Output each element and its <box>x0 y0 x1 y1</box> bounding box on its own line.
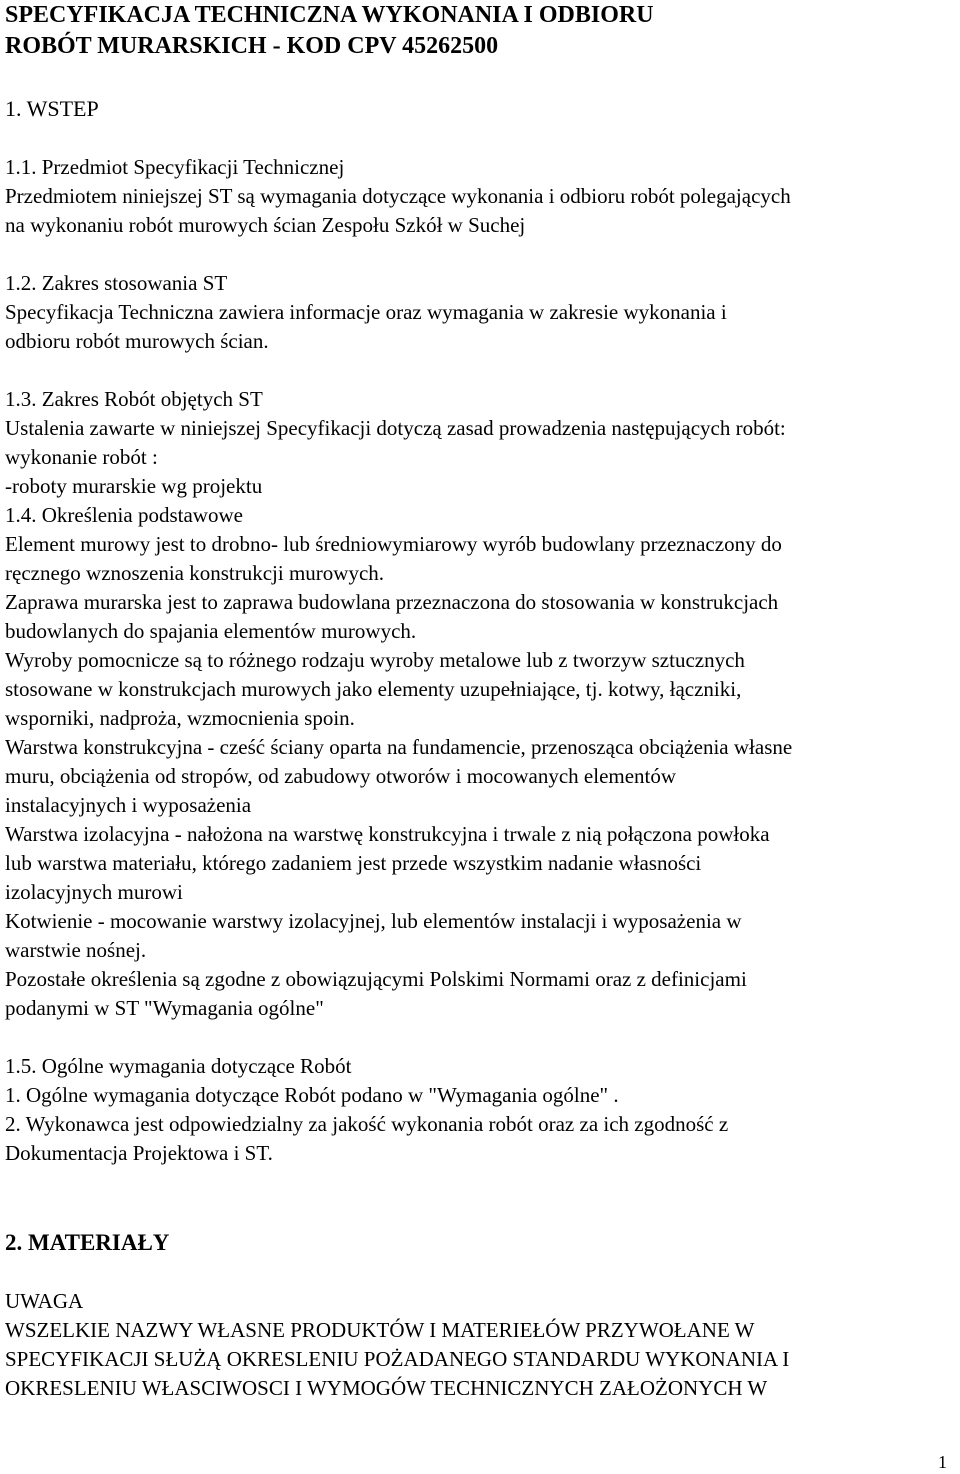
spacer <box>5 240 955 269</box>
paragraph-line: muru, obciążenia od stropów, od zabudowy otworów i mocowanych elementów <box>5 764 677 788</box>
paragraph-line: lub warstwa materiału, którego zadaniem jest przede wszystkim nadanie własności <box>5 851 702 875</box>
page-number: 1 <box>938 1452 947 1472</box>
section-heading-text: 2. MATERIAŁY <box>5 1230 170 1255</box>
document-page <box>5 0 955 1403</box>
spacer <box>5 123 955 153</box>
paragraph-line: izolacyjnych murowi <box>5 880 183 904</box>
notice-block <box>5 1287 955 1403</box>
section-1-4 <box>5 501 955 1023</box>
paragraph-line: ręcznego wznoszenia konstrukcji murowych. <box>5 561 385 585</box>
subsection-heading: 1.2. Zakres stosowania ST <box>5 271 228 295</box>
paragraph-line: wykonanie robót : <box>5 445 158 469</box>
notice-line: OKRESLENIU WŁASCIWOSCI I WYMOGÓW TECHNICZNYCH ZAŁOŻONYCH W <box>5 1376 768 1400</box>
document-title <box>5 0 955 62</box>
spacer <box>5 1023 955 1052</box>
title-line: ROBÓT MURARSKICH - KOD CPV 45262500 <box>5 33 499 59</box>
paragraph-line: Pozostałe określenia są zgodne z obowiązującymi Polskimi Normami oraz z definicjami <box>5 967 747 991</box>
subsection-heading: 1.4. Określenia podstawowe <box>5 503 243 527</box>
paragraph-line: Element murowy jest to drobno- lub średniowymiarowy wyrób budowlany przeznaczony do <box>5 532 782 556</box>
paragraph-line: instalacyjnych i wyposażenia <box>5 793 252 817</box>
spacer <box>5 1168 955 1228</box>
subsection-heading: 1.5. Ogólne wymagania dotyczące Robót <box>5 1054 352 1078</box>
spacer <box>5 1257 955 1287</box>
paragraph-line: Dokumentacja Projektowa i ST. <box>5 1141 273 1165</box>
section-1-2 <box>5 269 955 356</box>
paragraph-line: Przedmiotem niniejszej ST są wymagania dotyczące wykonania i odbioru robót polegających <box>5 184 791 208</box>
paragraph-line: 1. Ogólne wymagania dotyczące Robót podano w "Wymagania ogólne" . <box>5 1083 619 1107</box>
section-heading-text: 1. WSTEP <box>5 96 99 121</box>
paragraph-line: warstwie nośnej. <box>5 938 147 962</box>
paragraph-line: Warstwa konstrukcyjna - cześć ściany oparta na fundamencie, przenosząca obciążenia własne <box>5 735 793 759</box>
spacer <box>5 62 955 94</box>
section-1-5 <box>5 1052 955 1168</box>
section-1-3 <box>5 385 955 501</box>
paragraph-line: Zaprawa murarska jest to zaprawa budowlana przeznaczona do stosowania w konstrukcjach <box>5 590 779 614</box>
section-2-heading <box>5 1228 955 1257</box>
paragraph-line: podanymi w ST "Wymagania ogólne" <box>5 996 324 1020</box>
paragraph-line: Wyroby pomocnicze są to różnego rodzaju wyroby metalowe lub z tworzyw sztucznych <box>5 648 745 672</box>
paragraph-line: Kotwienie - mocowanie warstwy izolacyjnej, lub elementów instalacji i wyposażenia w <box>5 909 742 933</box>
section-1-heading <box>5 94 955 123</box>
subsection-heading: 1.3. Zakres Robót objętych ST <box>5 387 263 411</box>
title-line: SPECYFIKACJA TECHNICZNA WYKONANIA I ODBIORU <box>5 2 654 28</box>
notice-line: SPECYFIKACJI SŁUŻĄ OKRESLENIU POŻADANEGO STANDARDU WYKONANIA I <box>5 1347 790 1371</box>
paragraph-line: -roboty murarskie wg projektu <box>5 474 263 498</box>
notice-heading: UWAGA <box>5 1289 84 1313</box>
paragraph-line: Warstwa izolacyjna - nałożona na warstwę konstrukcyjna i trwale z nią połączona powłoka <box>5 822 770 846</box>
paragraph-line: 2. Wykonawca jest odpowiedzialny za jakość wykonania robót oraz za ich zgodność z <box>5 1112 729 1136</box>
spacer <box>5 356 955 385</box>
paragraph-line: Ustalenia zawarte w niniejszej Specyfikacji dotyczą zasad prowadzenia następujących robót: <box>5 416 786 440</box>
paragraph-line: wsporniki, nadproża, wzmocnienia spoin. <box>5 706 355 730</box>
paragraph-line: odbioru robót murowych ścian. <box>5 329 269 353</box>
paragraph-line: budowlanych do spajania elementów murowych. <box>5 619 417 643</box>
paragraph-line: Specyfikacja Techniczna zawiera informacje oraz wymagania w zakresie wykonania i <box>5 300 727 324</box>
notice-line: WSZELKIE NAZWY WŁASNE PRODUKTÓW I MATERIEŁÓW PRZYWOŁANE W <box>5 1318 755 1342</box>
paragraph-line: na wykonaniu robót murowych ścian Zespołu Szkół w Suchej <box>5 213 526 237</box>
subsection-heading: 1.1. Przedmiot Specyfikacji Technicznej <box>5 155 345 179</box>
section-1-1 <box>5 153 955 240</box>
paragraph-line: stosowane w konstrukcjach murowych jako elementy uzupełniające, tj. kotwy, łączniki, <box>5 677 742 701</box>
